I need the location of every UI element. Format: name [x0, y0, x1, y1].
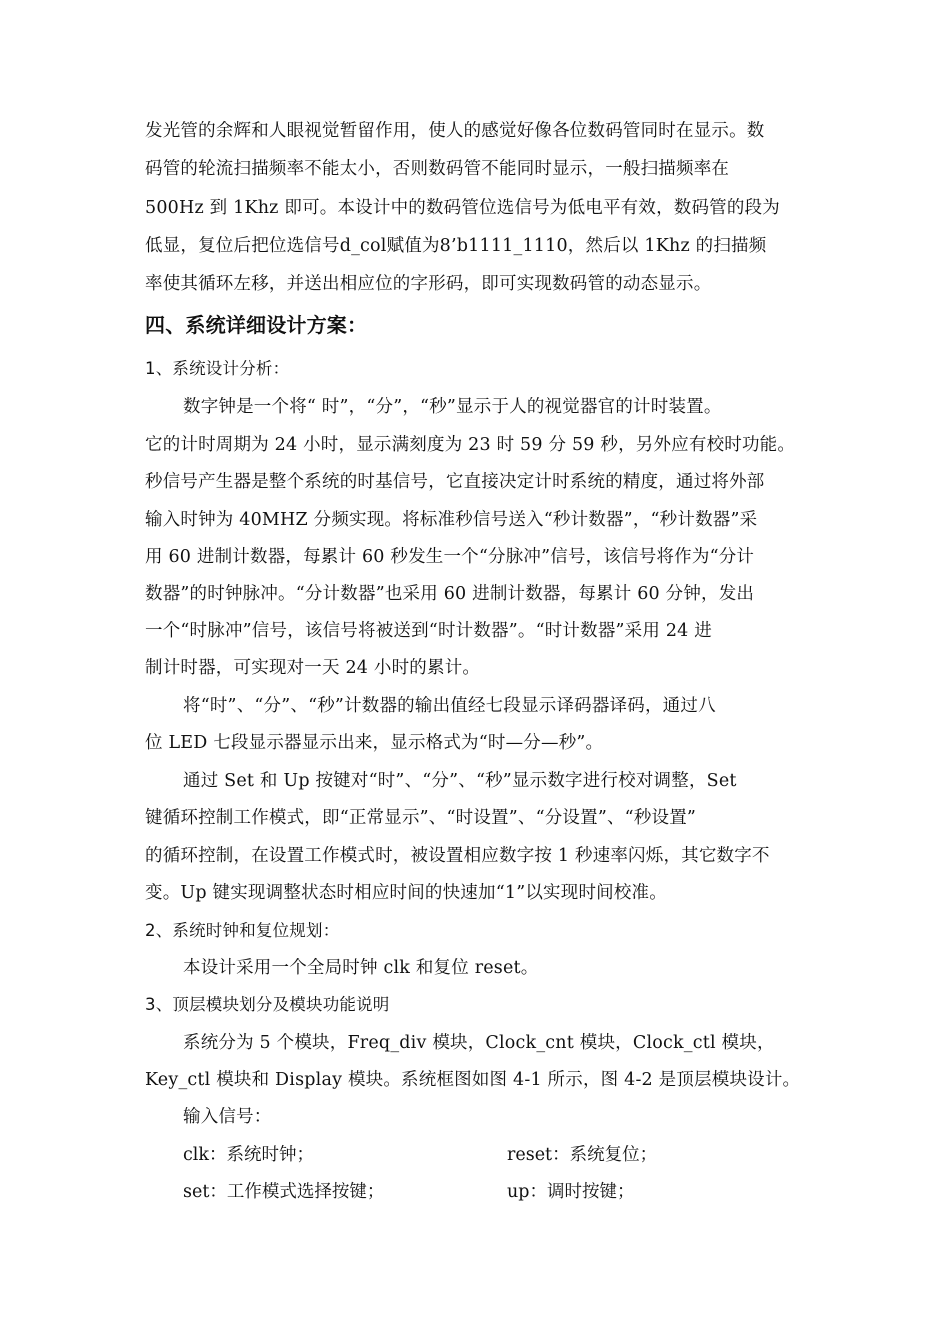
para3-line-1: 通过 Set 和 Up 按键对“时”、“分”、“秒”显示数字进行校对调整，Set	[183, 771, 737, 791]
para2-line-1: 将“时”、“分”、“秒”计数器的输出值经七段显示译码器译码，通过八	[183, 696, 716, 716]
para1-line-8: 制计时器，可实现对一天 24 小时的累计。	[145, 658, 481, 678]
section-heading: 四、系统详细设计方案：	[145, 313, 368, 337]
para5-line-1: 系统分为 5 个模块，Freq_div 模块，Clock_cnt 模块，Clock_ctl 模块，	[183, 1033, 775, 1053]
para3-line-4: 变。Up 键实现调整状态时相应时间的快速加“1”以实现时间校准。	[145, 883, 667, 903]
para2-line-2: 位 LED 七段显示器显示出来，显示格式为“时—分—秒”。	[145, 733, 604, 753]
subsection-heading-3: 3、顶层模块划分及模块功能说明	[145, 995, 390, 1014]
subsection-heading-2: 2、系统时钟和复位规划：	[145, 921, 340, 940]
intro-line-4: 低显，复位后把位选信号d_col赋值为8’b1111_1110，然后以 1Khz 的扫描频	[145, 236, 767, 256]
subsection-heading-1: 1、系统设计分析：	[145, 359, 290, 378]
para1-line-1: 数字钟是一个将“ 时”，“分”，“秒”显示于人的视觉器官的计时装置。	[183, 397, 722, 417]
intro-line-1: 发光管的余辉和人眼视觉暂留作用，使人的感觉好像各位数码管同时在显示。数	[145, 121, 765, 141]
para5-line-2: Key_ctl 模块和 Display 模块。系统框图如图 4-1 所示，图 4-2 是顶层模块设计。	[145, 1070, 801, 1090]
para1-line-6: 数器”的时钟脉冲。“分计数器”也采用 60 进制计数器，每累计 60 分钟，发出	[145, 584, 755, 604]
para1-line-7: 一个“时脉冲”信号，该信号将被送到“时计数器”。“时计数器”采用 24 进	[145, 621, 712, 641]
para1-line-4: 输入时钟为 40MHZ 分频实现。将标准秒信号送入“秒计数器”，“秒计数器”采	[145, 510, 758, 530]
inputs-label: 输入信号：	[183, 1107, 272, 1127]
signal-set: set：工作模式选择按键；	[183, 1182, 385, 1202]
para3-line-2: 键循环控制工作模式，即“正常显示”、“时设置”、“分设置”、“秒设置”	[145, 808, 697, 828]
para1-line-5: 用 60 进制计数器，每累计 60 秒发生一个“分脉冲”信号，该信号将作为“分计	[145, 547, 755, 567]
signal-clk: clk：系统时钟；	[183, 1145, 315, 1165]
signal-reset: reset：系统复位；	[507, 1145, 658, 1165]
para4-line: 本设计采用一个全局时钟 clk 和复位 reset。	[183, 958, 539, 978]
signal-up: up：调时按键；	[507, 1182, 635, 1202]
para1-line-2: 它的计时周期为 24 小时，显示满刻度为 23 时 59 分 59 秒，另外应有校时功能。	[145, 435, 796, 455]
intro-line-3: 500Hz 到 1Khz 即可。本设计中的数码管位选信号为低电平有效，数码管的段为	[145, 198, 780, 218]
para3-line-3: 的循环控制，在设置工作模式时，被设置相应数字按 1 秒速率闪烁，其它数字不	[145, 846, 770, 866]
intro-line-2: 码管的轮流扫描频率不能太小，否则数码管不能同时显示，一般扫描频率在	[145, 159, 730, 179]
intro-line-5: 率使其循环左移，并送出相应位的字形码，即可实现数码管的动态显示。	[145, 274, 712, 294]
para1-line-3: 秒信号产生器是整个系统的时基信号，它直接决定计时系统的精度，通过将外部	[145, 472, 765, 492]
